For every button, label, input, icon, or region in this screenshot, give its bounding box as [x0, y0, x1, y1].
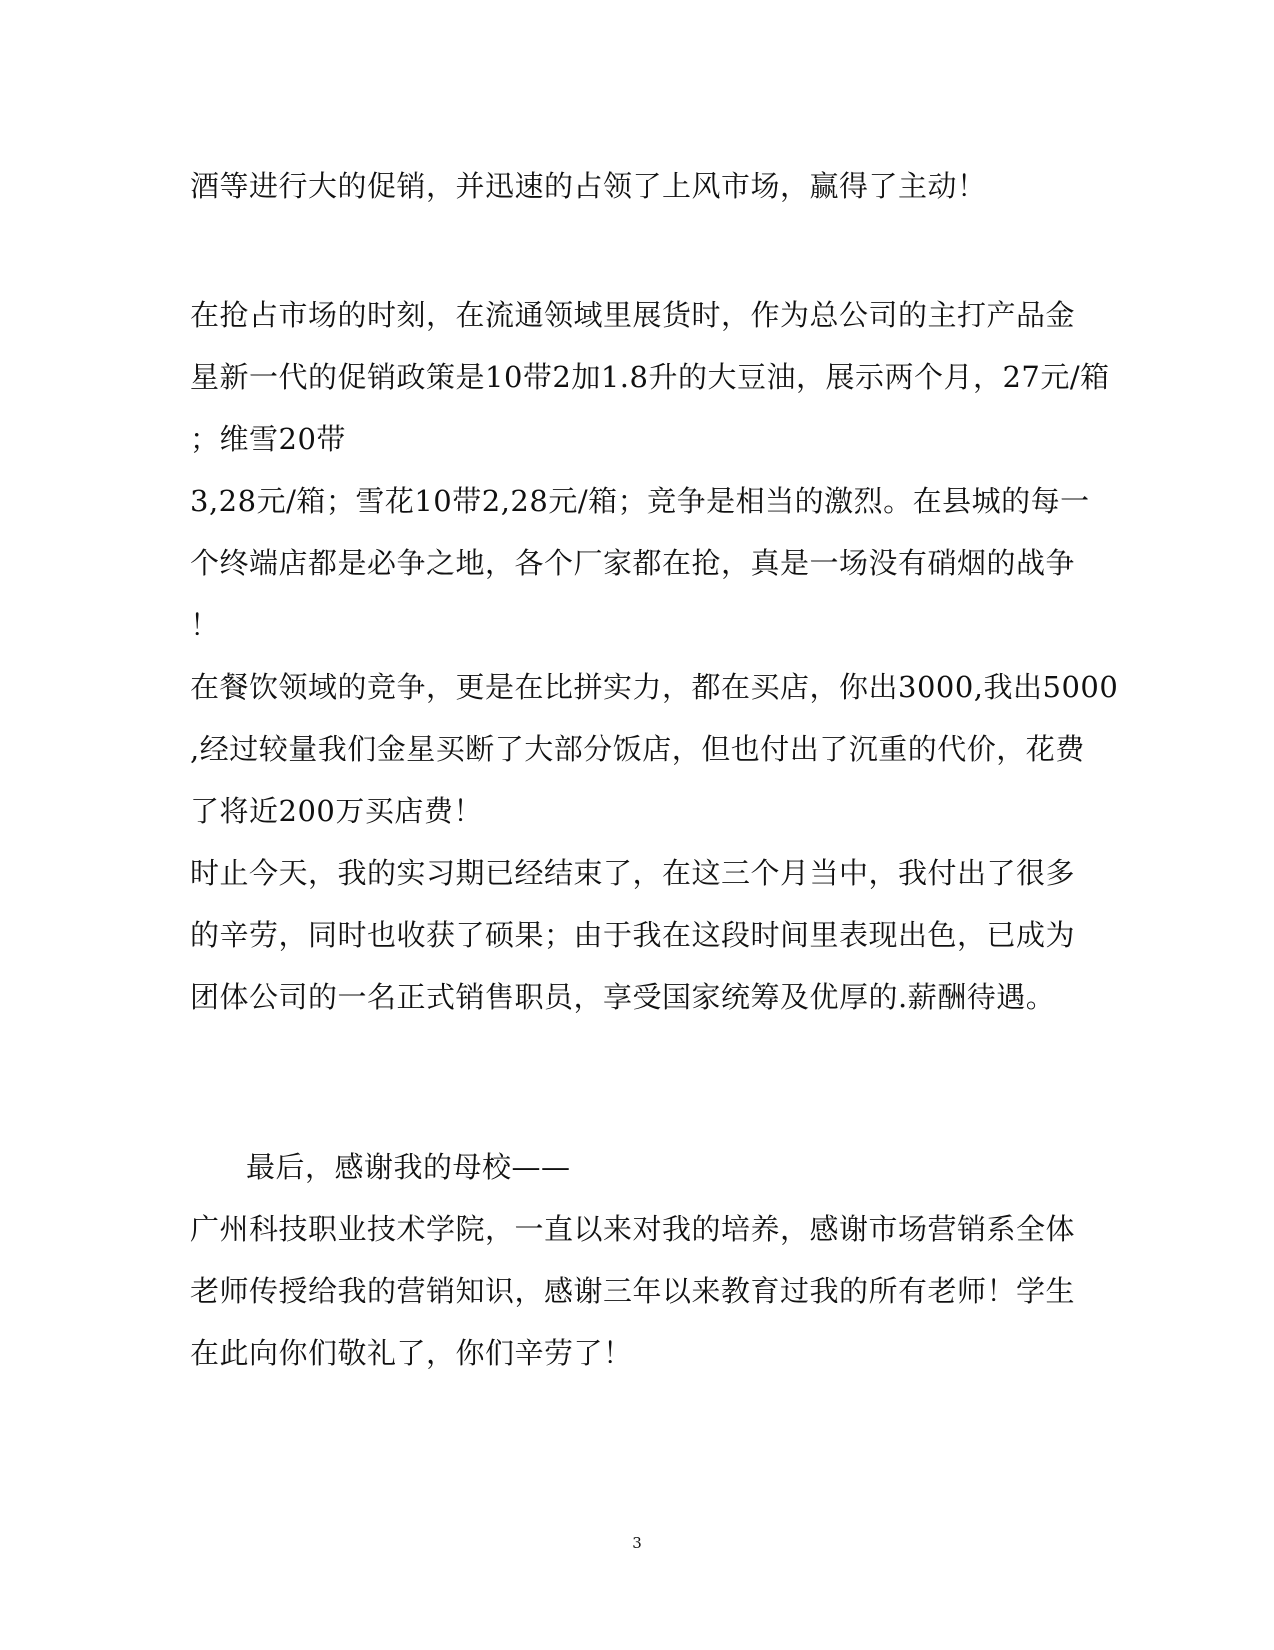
text-line-1: 酒等进行大的促销，并迅速的占领了上风市场，赢得了主动！ — [190, 169, 987, 203]
text-line-9: ,经过较量我们金星买断了大部分饭店，但也付出了沉重的代价，花费 — [190, 732, 1085, 766]
text-line-12: 的辛劳，同时也收获了硕果；由于我在这段时间里表现出色，已成为 — [190, 918, 1076, 952]
text-line-3: 星新一代的促销政策是10带2加1.8升的大豆油，展示两个月，27元/箱 — [190, 360, 1110, 394]
text-line-6: 个终端店都是必争之地，各个厂家都在抢，真是一场没有硝烟的战争 — [190, 546, 1076, 580]
text-line-10: 了将近200万买店费！ — [190, 794, 483, 828]
text-line-17: 在此向你们敬礼了，你们辛劳了！ — [190, 1336, 633, 1370]
text-line-8: 在餐饮领域的竞争，更是在比拼实力，都在买店，你出3000,我出5000 — [190, 670, 1119, 704]
text-line-14: 最后，感谢我的母校—— — [246, 1150, 571, 1184]
page-number: 3 — [632, 1534, 642, 1552]
text-line-11: 时止今天，我的实习期已经结束了，在这三个月当中，我付出了很多 — [190, 856, 1076, 890]
text-line-13: 团体公司的一名正式销售职员，享受国家统筹及优厚的.薪酬待遇。 — [190, 980, 1056, 1014]
text-line-5: 3,28元/箱；雪花10带2,28元/箱；竞争是相当的激烈。在县城的每一 — [190, 484, 1090, 518]
text-line-2: 在抢占市场的时刻，在流通领域里展货时，作为总公司的主打产品金 — [190, 298, 1076, 332]
text-line-7: ！ — [190, 608, 220, 642]
text-line-4: ；维雪20带 — [190, 422, 346, 456]
text-line-16: 老师传授给我的营销知识，感谢三年以来教育过我的所有老师！学生 — [190, 1274, 1076, 1308]
text-line-15: 广州科技职业技术学院，一直以来对我的培养，感谢市场营销系全体 — [190, 1212, 1076, 1246]
